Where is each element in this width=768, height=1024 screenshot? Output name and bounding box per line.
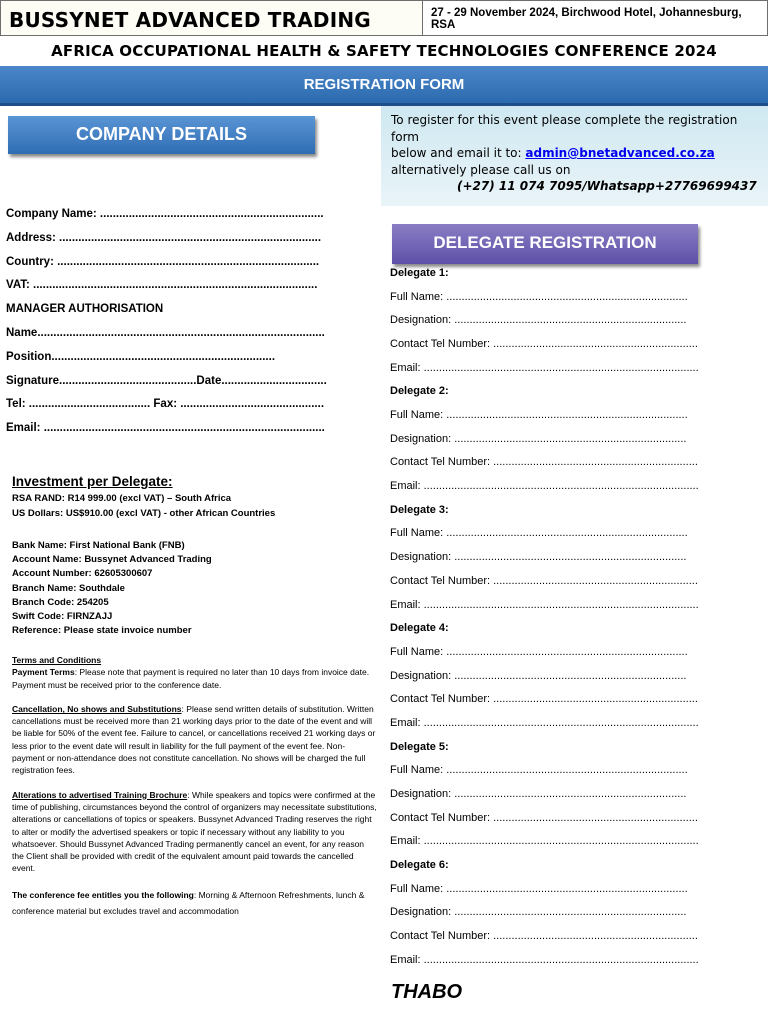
payment-terms-label: Payment Terms [12,667,75,678]
contact-tel-field[interactable]: Contact Tel Number: ................................................................... [390,456,698,469]
contact-tel-field[interactable]: Contact Tel Number: ................................................................... [390,811,698,824]
payment-terms-text: : Please note that payment is required no later than 10 days from invoice date. Payment must be received prior to the conference date. [12,667,370,690]
delegate-block [390,503,768,621]
event-info: 27 - 29 November 2024, Birchwood Hotel, Johannesburg, RSA [423,0,768,36]
conference-fee-terms [12,887,377,919]
delegate-label: Delegate 4: [390,622,449,635]
alterations-text: : While speakers and topics were confirmed at the time of publishing, circumstances beyond the control of organizers may necessitate substitutions, alterations or cancellations of topics or speakers. Bussynet Advanced Trading reserves the right to alter or modify the advertised speakers or topic if necessary without any liability to you whatsoever. Should Bussynet Advanced Trading permanently cancel an event, for any reason the Client shall be provided with credit of the equivalent amount paid towards the cancelled event. [12,789,377,874]
full-name-field[interactable]: Full Name: ............................................................................... [390,645,688,658]
registration-form-bar [0,66,768,106]
contact-tel-field[interactable]: Contact Tel Number: ................................................................... [390,930,698,943]
cancellation-terms [12,703,377,777]
tel-fax-field[interactable]: Tel: ...................................... Fax: ............................................. [6,398,325,411]
account-name: Account Name: Bussynet Advanced Trading [12,554,212,566]
contact-phone: (+27) 11 074 7095/Whatsapp+27769699437 [457,179,757,193]
designation-field[interactable]: Designation: ............................................................................ [390,432,687,445]
designation-field[interactable]: Designation: ............................................................................ [390,551,687,564]
bank-name: Bank Name: First National Bank (FNB) [12,540,185,551]
email-field[interactable]: Email: .......................................................................................... [390,598,699,611]
delegate-label: Delegate 1: [390,267,449,279]
company-email-field[interactable]: Email: ........................................................................................ [6,422,325,435]
instruction-line-2-prefix: below and email it to: [391,146,526,160]
company-fields [6,206,376,444]
designation-field[interactable]: Designation: ............................................................................ [390,906,687,919]
email-field[interactable]: Email: .......................................................................................... [390,953,699,966]
cancellation-text: : Please send written details of substitution. Written cancellations must be received more than 21 working days prior to the date of the event and will be liable for 50% of the event fee. Failure to cancel, or cancellations received 21 working days or less prior to the event date will result in liability for the full payment of the event fee. Non-payment or non-attendance does not constitute cancellation. No shows will be charged the full registration fees. [12,703,376,776]
manager-name-field[interactable]: Name.......................................................................................... [6,326,325,339]
fee-text: : Morning & Afternoon Refreshments, lunch & conference material but excludes travel and accommodation [12,889,365,916]
payment-terms [12,666,377,691]
delegate-block [390,740,768,858]
price-usd: US Dollars: US$910.00 (excl VAT) - other African Countries [12,508,276,519]
price-rsa: RSA RAND: R14 999.00 (excl VAT) – South Africa [12,493,232,504]
address-field[interactable]: Address: .................................................................................. [6,231,322,244]
alterations-terms [12,789,377,875]
registration-instructions [381,106,768,206]
payment-reference: Reference: Please state invoice number [12,625,192,637]
country-field[interactable]: Country: .................................................................................. [6,255,320,268]
conference-title: AFRICA OCCUPATIONAL HEALTH & SAFETY TECHNOLOGIES CONFERENCE 2024 [51,42,717,60]
cancellation-label: Cancellation, No shows and Substitutions [12,703,182,714]
delegate-label: Delegate 2: [390,385,449,398]
branch-name: Branch Name: Southdale [12,582,125,594]
delegate-block [390,266,768,384]
designation-field[interactable]: Designation: ............................................................................ [390,787,687,800]
delegate-registration-heading: DELEGATE REGISTRATION [392,224,698,264]
delegate-label: Delegate 6: [390,858,449,871]
contact-tel-field[interactable]: Contact Tel Number: ................................................................... [390,338,698,351]
email-field[interactable]: Email: .......................................................................................... [390,835,699,848]
alterations-label: Alterations to advertised Training Brochure [12,789,188,800]
instruction-line-3: alternatively please call us on [391,162,571,177]
terms-heading: Terms and Conditions [12,655,102,665]
full-name-field[interactable]: Full Name: ............................................................................... [390,882,688,895]
full-name-field[interactable]: Full Name: ............................................................................... [390,409,688,422]
instruction-line-1: To register for this event please complete the registration form [391,113,738,144]
email-field[interactable]: Email: .......................................................................................... [390,361,699,374]
full-name-field[interactable]: Full Name: ............................................................................... [390,527,688,540]
fee-label: The conference fee entitles you the following [12,889,194,900]
registration-email-link[interactable]: admin@bnetadvanced.co.za [525,146,715,160]
investment-prices [12,491,275,521]
branch-code: Branch Code: 254205 [12,596,109,608]
delegate-label: Delegate 5: [390,740,449,753]
vat-field[interactable]: VAT: ......................................................................................... [6,279,318,292]
contact-tel-field[interactable]: Contact Tel Number: ................................................................... [390,693,698,706]
delegate-block [390,384,768,502]
handwritten-signature: THABO [391,981,463,1003]
delegate-list [390,266,768,976]
position-field[interactable]: Position...................................................................... [6,350,276,363]
designation-field[interactable]: Designation: ............................................................................ [390,314,687,327]
company-details-heading: COMPANY DETAILS [8,116,315,154]
full-name-field[interactable]: Full Name: ............................................................................... [390,764,688,777]
delegate-label: Delegate 3: [390,503,449,516]
swift-code: Swift Code: FIRNZAJJ [12,611,113,623]
manager-authorisation-heading: MANAGER AUTHORISATION [6,303,164,316]
contact-tel-field[interactable]: Contact Tel Number: ................................................................... [390,574,698,587]
delegate-block [390,621,768,739]
registration-form-title: REGISTRATION FORM [303,76,465,93]
email-field[interactable]: Email: .......................................................................................... [390,480,699,493]
terms-and-conditions [12,654,377,931]
company-name-field[interactable]: Company Name: ...................................................................... [6,208,324,220]
account-number: Account Number: 62605300607 [12,568,153,580]
designation-field[interactable]: Designation: ............................................................................ [390,669,687,682]
full-name-field[interactable]: Full Name: ............................................................................... [390,290,688,303]
instruction-line-2 [391,145,758,162]
delegate-block [390,858,768,976]
investment-title: Investment per Delegate: [12,474,173,489]
company-name-header: BUSSYNET ADVANCED TRADING [0,0,423,36]
email-field[interactable]: Email: .......................................................................................... [390,716,699,729]
signature-date-field[interactable]: Signature...........................................Date................................. [6,374,327,387]
bank-details [12,539,212,638]
